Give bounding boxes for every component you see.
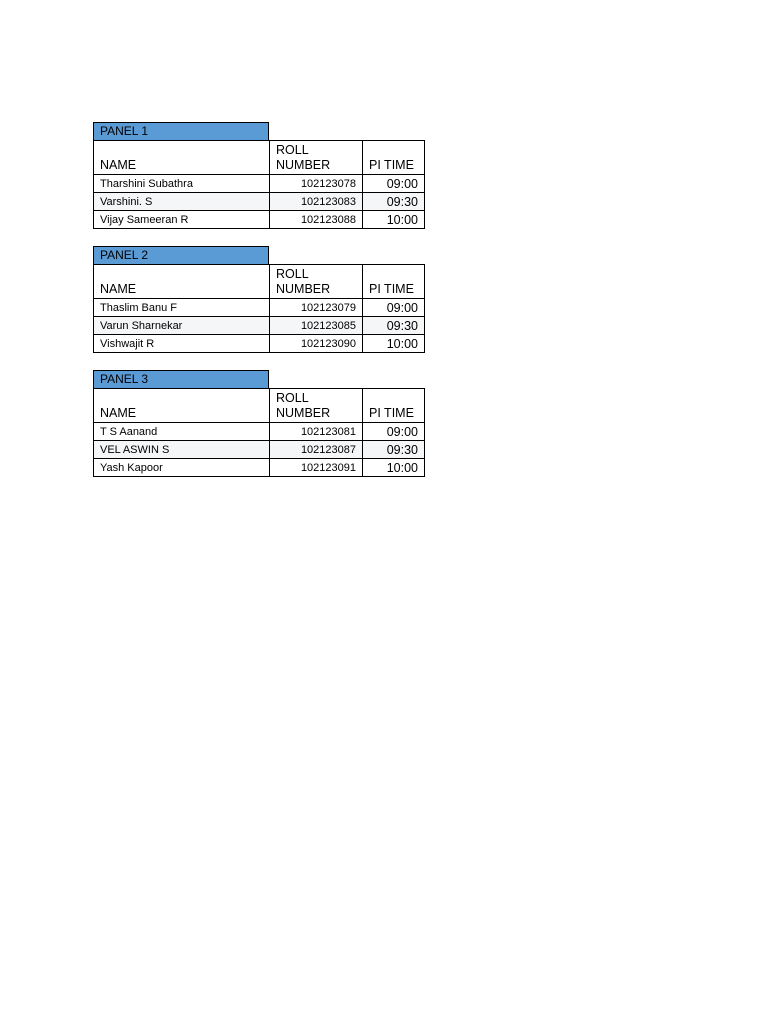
- panel-2: [93, 246, 424, 353]
- header-roll-number: [270, 389, 363, 423]
- table-row: [94, 335, 425, 353]
- panel-table: [93, 388, 425, 477]
- panel-1: [93, 122, 424, 229]
- table-row: [94, 441, 425, 459]
- header-roll-line1: ROLL: [276, 267, 309, 281]
- cell-roll: 102123081: [270, 423, 363, 441]
- cell-name: Varun Sharnekar: [94, 317, 270, 335]
- cell-time: 09:00: [363, 175, 425, 193]
- cell-roll: 102123091: [270, 459, 363, 477]
- header-roll-line2: NUMBER: [276, 282, 331, 296]
- cell-name: Vishwajit R: [94, 335, 270, 353]
- header-roll-line2: NUMBER: [276, 158, 331, 172]
- header-pi-time: PI TIME: [363, 389, 425, 423]
- header-roll-line2: NUMBER: [276, 406, 331, 420]
- cell-name: Vijay Sameeran R: [94, 211, 270, 229]
- table-header-row: [94, 141, 425, 175]
- cell-roll: 102123078: [270, 175, 363, 193]
- table-row: [94, 211, 425, 229]
- header-roll-number: [270, 265, 363, 299]
- cell-roll: 102123083: [270, 193, 363, 211]
- cell-roll: 102123085: [270, 317, 363, 335]
- cell-roll: 102123088: [270, 211, 363, 229]
- cell-time: 09:30: [363, 193, 425, 211]
- header-roll-number: [270, 141, 363, 175]
- cell-time: 10:00: [363, 211, 425, 229]
- cell-time: 09:30: [363, 317, 425, 335]
- cell-roll: 102123087: [270, 441, 363, 459]
- cell-time: 09:00: [363, 423, 425, 441]
- cell-time: 10:00: [363, 459, 425, 477]
- cell-name: T S Aanand: [94, 423, 270, 441]
- cell-time: 09:30: [363, 441, 425, 459]
- panel-table: [93, 140, 425, 229]
- panel-table: [93, 264, 425, 353]
- cell-roll: 102123079: [270, 299, 363, 317]
- header-roll-line1: ROLL: [276, 391, 309, 405]
- table-row: [94, 175, 425, 193]
- table-row: [94, 317, 425, 335]
- table-row: [94, 459, 425, 477]
- header-name: NAME: [94, 389, 270, 423]
- cell-name: Yash Kapoor: [94, 459, 270, 477]
- cell-name: Varshini. S: [94, 193, 270, 211]
- panel-title: PANEL 1: [93, 122, 269, 140]
- cell-roll: 102123090: [270, 335, 363, 353]
- cell-name: VEL ASWIN S: [94, 441, 270, 459]
- header-name: NAME: [94, 265, 270, 299]
- table-row: [94, 193, 425, 211]
- header-roll-line1: ROLL: [276, 143, 309, 157]
- header-pi-time: PI TIME: [363, 141, 425, 175]
- cell-name: Tharshini Subathra: [94, 175, 270, 193]
- panel-title: PANEL 2: [93, 246, 269, 264]
- panel-3: [93, 370, 424, 477]
- table-header-row: [94, 389, 425, 423]
- header-name: NAME: [94, 141, 270, 175]
- header-pi-time: PI TIME: [363, 265, 425, 299]
- cell-time: 10:00: [363, 335, 425, 353]
- table-row: [94, 299, 425, 317]
- table-row: [94, 423, 425, 441]
- panel-title: PANEL 3: [93, 370, 269, 388]
- cell-name: Thaslim Banu F: [94, 299, 270, 317]
- cell-time: 09:00: [363, 299, 425, 317]
- table-header-row: [94, 265, 425, 299]
